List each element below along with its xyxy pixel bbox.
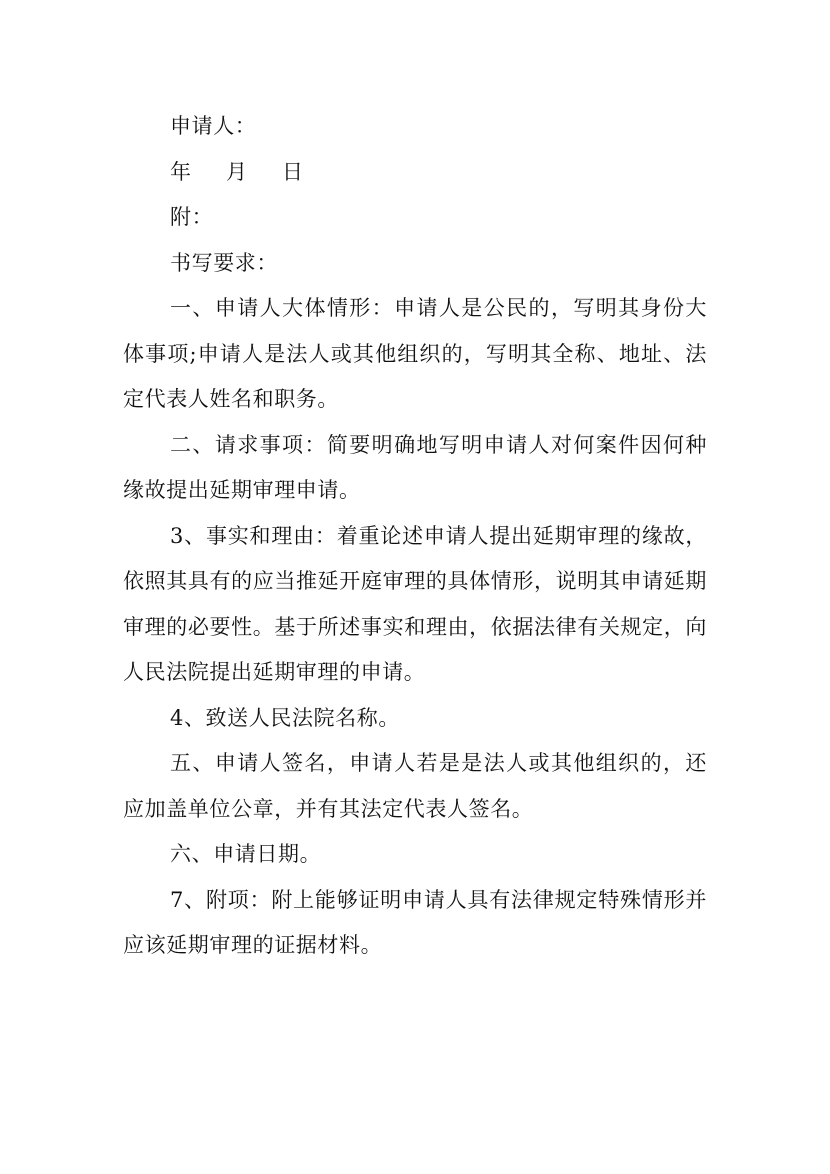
date-day-label: 日 [282,159,304,184]
attachment-line: 附： [170,205,214,229]
requirement-paragraph-1: 一、申请人大体情形：申请人是公民的，写明其身份大体事项;申请人是法人或其他组织的，写明其全称、地址、法定代表人姓名和职务。 [123,296,707,411]
requirement-paragraph-7: 7、附项：附上能够证明申请人具有法律规定特殊情形并应该延期审理的证据材料。 [123,887,707,957]
requirements-title: 书写要求： [170,250,278,275]
document-body [123,104,707,969]
requirement-paragraph-6: 六、申请日期。 [170,842,322,866]
date-month-label: 月 [226,159,248,184]
requirement-paragraph-3: 3、事实和理由：着重论述申请人提出延期审理的缘故，依照其具有的应当推延开庭审理的具体情形，说明其申请延期审理的必要性。基于所述事实和理由，依据法律有关规定，向人民法院提出延期审理的申请。 [123,523,707,684]
requirement-paragraph-2: 二、请求事项：简要明确地写明申请人对何案件因何种缘故提出延期审理申请。 [123,432,707,502]
applicant-line: 申请人： [170,114,257,138]
requirement-paragraph-5: 五、申请人签名，申请人若是是法人或其他组织的，还应加盖单位公章，并有其法定代表人签名。 [123,751,707,821]
requirement-paragraph-4: 4、致送人民法院名称。 [170,705,400,730]
date-year-label: 年 [170,159,192,184]
date-line [123,150,707,196]
